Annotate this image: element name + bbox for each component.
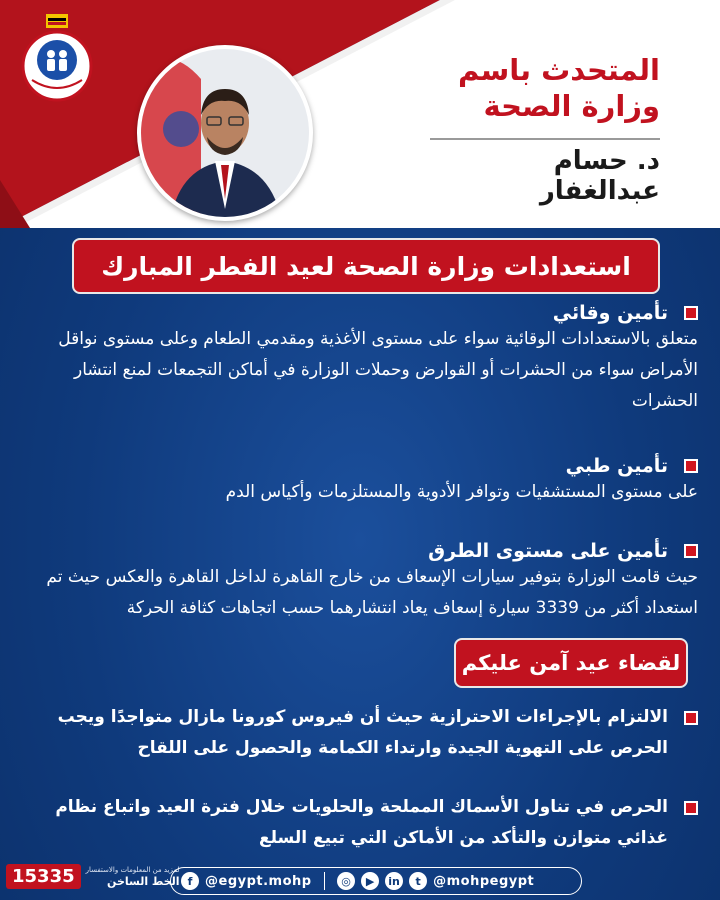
section-heading: تأمين على مستوى الطرق — [428, 540, 668, 562]
hotline — [6, 864, 180, 889]
tip-item — [26, 792, 698, 854]
speaker-name: د. حسام عبدالغفار — [539, 146, 660, 206]
twitter-icon[interactable]: t — [409, 872, 427, 890]
speaker-title — [430, 52, 660, 124]
bullet-square-icon — [684, 306, 698, 320]
section-heading: تأمين وقائي — [552, 302, 668, 324]
main-title: استعدادات وزارة الصحة لعيد الفطر المبارك — [72, 238, 660, 294]
tip-item — [26, 702, 698, 764]
section-body: متعلق بالاستعدادات الوقائية سواء على مستوى الأغذية ومقدمي الطعام وعلى مستوى نواقل الأمراض سواء من الحشرات أو القوارض وحملات الوزارة في أماكن التجمعات لمنع انتشار الحشرات — [58, 329, 698, 411]
instagram-icon[interactable]: ◎ — [337, 872, 355, 890]
youtube-icon[interactable]: ▶ — [361, 872, 379, 890]
divider — [324, 872, 326, 890]
hotline-label: الخط الساخن — [107, 874, 180, 888]
section-body: على مستوى المستشفيات وتوافر الأدوية والمستلزمات وأكياس الدم — [225, 482, 698, 502]
ministry-logo — [18, 14, 96, 102]
facebook-handle[interactable]: @egypt.mohp — [205, 873, 312, 889]
section-preventive — [26, 302, 698, 417]
linkedin-icon[interactable]: in — [385, 872, 403, 890]
speaker-title-line2: وزارة الصحة — [483, 89, 660, 123]
section-medical — [26, 455, 698, 508]
tip-text: الحرص في تناول الأسماك المملحة والحلويات خلال فترة العيد واتباع نظام غذائي متوازن والتأكد من الأماكن التي تبيع السلع — [55, 797, 668, 848]
speaker-title-line1: المتحدث باسم — [457, 53, 660, 87]
speaker-photo — [137, 45, 313, 221]
divider — [430, 138, 660, 140]
bullet-square-icon — [684, 801, 698, 815]
facebook-icon[interactable]: f — [181, 872, 199, 890]
bullet-square-icon — [684, 711, 698, 725]
section-heading: تأمين طبي — [565, 455, 668, 477]
section-roads — [26, 540, 698, 624]
bullet-square-icon — [684, 544, 698, 558]
footer — [0, 858, 720, 900]
hotline-caption: لمزيد من المعلومات والاستفسار — [85, 865, 180, 874]
sub-title: لقضاء عيد آمن عليكم — [454, 638, 688, 688]
social-bar — [170, 867, 582, 895]
hotline-number[interactable]: 15335 — [6, 864, 81, 889]
bullet-square-icon — [684, 459, 698, 473]
tip-text: الالتزام بالإجراءات الاحترازية حيث أن فيروس كورونا مازال متواجدًا ويجب الحرص على التهوية الجيدة وارتداء الكمامة والحصول على اللقاح — [57, 707, 668, 758]
section-body: حيث قامت الوزارة بتوفير سيارات الإسعاف من خارج القاهرة لداخل القاهرة والعكس حيث تم استعداد أكثر من 3339 سيارة إسعاف يعاد انتشارهما حسب اتجاهات كثافة الحركة — [46, 567, 698, 618]
social-handle[interactable]: @mohpegypt — [433, 873, 535, 889]
header-banner — [0, 0, 720, 228]
